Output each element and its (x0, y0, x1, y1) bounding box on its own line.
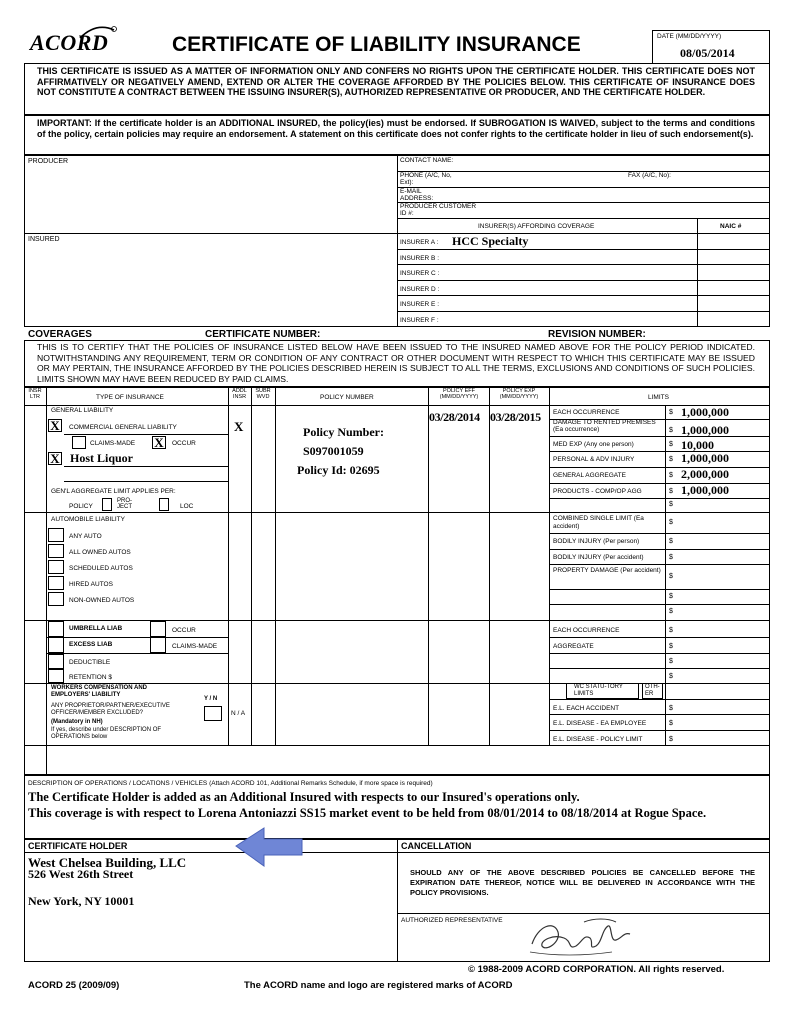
email-label: E-MAIL ADDRESS: (400, 188, 434, 202)
currency-symbol: $ (669, 554, 673, 561)
limit-general-aggregate-value: 2,000,000 (681, 467, 729, 481)
na-label: N / A (231, 710, 246, 717)
non-owned-autos-label: NON-OWNED AUTOS (69, 597, 135, 604)
scheduled-autos-label: SCHEDULED AUTOS (69, 565, 133, 572)
policy-checkbox[interactable] (102, 498, 112, 511)
contact-name-label: CONTACT NAME: (400, 157, 454, 164)
signature-image (524, 912, 636, 965)
all-owned-autos-label: ALL OWNED AUTOS (69, 549, 131, 556)
coverages-title: COVERAGES (28, 329, 92, 340)
policy-id-value: Policy Id: 02695 (297, 463, 380, 477)
limit-bodily-injury-person-label: BODILY INJURY (Per person) (553, 538, 640, 545)
gl-addl-insr-mark: X (234, 419, 244, 434)
limit-each-occurrence-label: EACH OCCURRENCE (553, 409, 620, 416)
cancellation-text: SHOULD ANY OF THE ABOVE DESCRIBED POLICIES BE CANCELLED BEFORE THE EXPIRATION DATE THEREOF, NOTICE WILL BE DELIVERED IN ACCORDANCE WITH THE POLICY PROVISIONS. (410, 868, 755, 897)
currency-symbol: $ (669, 593, 673, 600)
any-auto-label: ANY AUTO (69, 533, 102, 540)
currency-symbol: $ (669, 673, 673, 680)
excess-checkbox[interactable] (48, 637, 64, 653)
commercial-gl-label: COMMERCIAL GENERAL LIABILITY (69, 424, 177, 431)
limit-damage-rented-label: DAMAGE TO RENTED PREMISES (Ea occurrence) (553, 419, 656, 433)
acord-logo-swoosh-icon (78, 24, 118, 47)
limit-combined-single-label: COMBINED SINGLE LIMIT (Ea accident) (553, 515, 644, 530)
customer-id-label: PRODUCER CUSTOMER ID #: (400, 203, 477, 217)
insurers-header: INSURER(S) AFFORDING COVERAGE (478, 223, 595, 230)
commercial-gl-checkbox[interactable]: X (48, 419, 62, 432)
important-text: IMPORTANT: If the certificate holder is an ADDITIONAL INSURED, the policy(ies) must be endorsed. If SUBROGATION IS WAIVED, subject to the terms and conditions of the policy, certain policies may require an endorsement. A statement on this certificate does not confer rights to the certificate holder in lieu of such endorsement(s). (37, 118, 755, 139)
limit-med-exp-value: 10,000 (681, 438, 714, 452)
gl-eff-date: 03/28/2014 (429, 410, 480, 424)
currency-symbol: $ (669, 519, 673, 526)
retention-checkbox[interactable] (48, 669, 64, 683)
umbrella-each-occurrence-label: EACH OCCURRENCE (553, 627, 620, 634)
any-auto-checkbox[interactable] (48, 528, 64, 542)
limit-products-label: PRODUCTS - COMP/OP AGG (553, 488, 642, 495)
deductible-label: DEDUCTIBLE (69, 659, 111, 666)
insurer-d-label: INSURER D : (400, 286, 440, 293)
limit-personal-adv-value: 1,000,000 (681, 451, 729, 465)
certificate-holder-label: CERTIFICATE HOLDER (28, 841, 128, 851)
policy-label: POLICY (69, 503, 93, 510)
holder-street: 526 West 26th Street (28, 867, 134, 881)
policy-number-value: S097001059 (303, 444, 364, 458)
currency-symbol: $ (669, 705, 673, 712)
limit-property-damage-label: PROPERTY DAMAGE (Per accident) (553, 567, 661, 574)
col-policy-exp: POLICY EXP (MM/DD/YYYY) (499, 388, 539, 400)
mandatory-nh-label: (Mandatory in NH) (51, 719, 103, 725)
all-owned-autos-checkbox[interactable] (48, 544, 64, 558)
currency-symbol: $ (669, 456, 673, 463)
proprietor-excluded-checkbox[interactable] (204, 706, 222, 721)
cancellation-label: CANCELLATION (401, 841, 472, 851)
phone-label: PHONE (A/C, No, Ext): (400, 172, 452, 186)
host-liquor-label: Host Liquor (70, 451, 134, 465)
description-line1: The Certificate Holder is added as an Additional Insured with respects to our Insured's operations only. (28, 790, 580, 804)
limit-med-exp-label: MED EXP (Any one person) (553, 441, 634, 448)
occur-label: OCCUR (172, 440, 196, 447)
excess-liab-label: EXCESS LIAB (69, 641, 113, 648)
umbrella-claims-made-checkbox[interactable] (150, 637, 166, 653)
hired-autos-label: HIRED AUTOS (69, 581, 113, 588)
el-disease-policy-label: E.L. DISEASE - POLICY LIMIT (553, 736, 643, 743)
limit-products-value: 1,000,000 (681, 483, 729, 497)
deductible-checkbox[interactable] (48, 654, 64, 669)
col-addl-insr: ADDL INSR (232, 388, 247, 400)
revision-number-label: REVISION NUMBER: (548, 329, 646, 340)
limit-personal-adv-label: PERSONAL & ADV INJURY (553, 456, 635, 463)
trademark-text: The ACORD name and logo are registered marks of ACORD (244, 980, 513, 991)
description-label: DESCRIPTION OF OPERATIONS / LOCATIONS / VEHICLES (Attach ACORD 101, Additional Remarks Schedule, if more space is required) (28, 780, 433, 787)
hired-autos-checkbox[interactable] (48, 576, 64, 590)
yn-label: Y / N (204, 696, 218, 702)
disclaimer-text: THIS CERTIFICATE IS ISSUED AS A MATTER OF INFORMATION ONLY AND CONFERS NO RIGHTS UPON THE CERTIFICATE HOLDER. THIS CERTIFICATE DOES NOT AFFIRMATIVELY OR NEGATIVELY AMEND, EXTEND OR ALTER THE COVERAGE AFFORDED BY THE POLICIES BELOW. THIS CERTIFICATE OF INSURANCE DOES NOT CONSTITUTE A CONTRACT BETWEEN THE ISSUING INSURER(S), AUTHORIZED REPRESENTATIVE OR PRODUCER, AND THE CERTIFICATE HOLDER. (37, 66, 755, 98)
date-value: 08/05/2014 (680, 46, 735, 60)
auto-liability-title: AUTOMOBILE LIABILITY (51, 516, 125, 523)
policy-number-label: Policy Number: (303, 425, 384, 439)
general-liability-title: GENERAL LIABILITY (51, 407, 114, 414)
project-checkbox[interactable] (159, 498, 169, 511)
umbrella-occur-label: OCCUR (172, 627, 196, 634)
currency-symbol: $ (669, 643, 673, 650)
col-policy-eff: POLICY EFF (MM/DD/YYYY) (439, 388, 479, 400)
col-policy-number: POLICY NUMBER (320, 394, 374, 401)
non-owned-autos-checkbox[interactable] (48, 592, 64, 606)
currency-symbol: $ (669, 441, 673, 448)
insurer-e-label: INSURER E : (400, 301, 440, 308)
coverage-table (24, 387, 770, 775)
claims-made-checkbox[interactable] (72, 436, 86, 449)
acord-logo: ACORD (30, 30, 109, 55)
wc-statutory-label: WC STATU-TORY LIMITS (574, 684, 623, 697)
col-limits: LIMITS (648, 394, 669, 401)
authorized-rep-label: AUTHORIZED REPRESENTATIVE (401, 917, 503, 924)
col-insr-ltr: INSR LTR (28, 388, 42, 400)
describe-label: If yes, describe under DESCRIPTION OF OPERATIONS below (51, 727, 162, 740)
retention-label: RETENTION $ (69, 674, 112, 681)
limit-general-aggregate-label: GENERAL AGGREGATE (553, 472, 626, 479)
naic-header: NAIC # (720, 223, 742, 230)
umbrella-occur-checkbox[interactable] (150, 621, 166, 637)
currency-symbol: $ (669, 472, 673, 479)
umbrella-claims-made-label: CLAIMS-MADE (172, 643, 218, 650)
occur-checkbox[interactable]: X (152, 436, 166, 449)
currency-symbol: $ (669, 736, 673, 743)
limit-bodily-injury-accident-label: BODILY INJURY (Per accident) (553, 554, 644, 561)
col-type-of-insurance: TYPE OF INSURANCE (96, 394, 164, 401)
form-number: ACORD 25 (2009/09) (28, 980, 120, 991)
coverages-statement: THIS IS TO CERTIFY THAT THE POLICIES OF INSURANCE LISTED BELOW HAVE BEEN ISSUED TO THE INSURED NAMED ABOVE FOR THE POLICY PERIOD INDICATED. NOTWITHSTANDING ANY REQUIREMENT, TERM OR CONDITION OF ANY CONTRACT OR OTHER DOCUMENT WITH RESPECT TO WHICH THIS CERTIFICATE MAY BE ISSUED OR MAY PERTAIN, THE INSURANCE AFFORDED BY THE POLICIES DESCRIBED HEREIN IS SUBJECT TO ALL THE TERMS, EXCLUSIONS AND CONDITIONS OF SUCH POLICIES. LIMITS SHOWN MAY HAVE BEEN REDUCED BY PAID CLAIMS. (37, 342, 755, 384)
claims-made-label: CLAIMS-MADE (90, 440, 136, 447)
insured-label: INSURED (28, 236, 60, 243)
umbrella-aggregate-label: AGGREGATE (553, 643, 594, 650)
insurer-a-label: INSURER A : (400, 239, 439, 246)
currency-symbol: $ (669, 720, 673, 727)
producer-label: PRODUCER (28, 158, 69, 165)
holder-city: New York, NY 10001 (28, 894, 135, 908)
currency-symbol: $ (669, 608, 673, 615)
host-liquor-checkbox[interactable]: X (48, 452, 62, 465)
other-label: OTH-ER (645, 684, 660, 697)
holder-name: West Chelsea Building, LLC (28, 855, 187, 870)
project-label: PRO-JECT (117, 498, 132, 510)
date-label: DATE (MM/DD/YYYY) (657, 33, 722, 40)
currency-symbol: $ (669, 427, 673, 434)
certificate-number-label: CERTIFICATE NUMBER: (205, 329, 321, 340)
currency-symbol: $ (669, 573, 673, 580)
insurer-a-value: HCC Specialty (452, 234, 529, 248)
currency-symbol: $ (669, 538, 673, 545)
limit-damage-rented-value: 1,000,000 (681, 423, 729, 437)
insurer-c-label: INSURER C : (400, 270, 440, 277)
scheduled-autos-checkbox[interactable] (48, 560, 64, 574)
copyright-text: © 1988-2009 ACORD CORPORATION. All rights reserved. (468, 964, 725, 975)
loc-label: LOC (180, 503, 194, 510)
insurer-f-label: INSURER F : (400, 317, 439, 324)
col-subr-wvd: SUBR WVD (255, 388, 271, 400)
umbrella-checkbox[interactable] (48, 621, 64, 637)
el-disease-employee-label: E.L. DISEASE - EA EMPLOYEE (553, 720, 647, 727)
currency-symbol: $ (669, 658, 673, 665)
umbrella-liab-label: UMBRELLA LIAB (69, 625, 123, 632)
limit-each-occurrence-value: 1,000,000 (681, 405, 729, 419)
proprietor-question: ANY PROPRIETOR/PARTNER/EXECUTIVE OFFICER/MEMBER EXCLUDED? (51, 703, 170, 716)
fax-label: FAX (A/C, No): (628, 172, 671, 179)
document-title: CERTIFICATE OF LIABILITY INSURANCE (172, 33, 581, 56)
currency-symbol: $ (669, 409, 673, 416)
description-line2: This coverage is with respect to Lorena Antoniazzi SS15 market event to be held from 08/01/2014 to 08/18/2014 at Rogue Space. (28, 806, 707, 820)
insurer-b-label: INSURER B : (400, 255, 440, 262)
currency-symbol: $ (669, 488, 673, 495)
currency-symbol: $ (669, 501, 673, 508)
el-each-accident-label: E.L. EACH ACCIDENT (553, 705, 620, 712)
workers-comp-title: WORKERS COMPENSATION AND EMPLOYERS' LIABILITY (51, 685, 147, 698)
pointer-arrow-icon (234, 826, 306, 877)
currency-symbol: $ (669, 627, 673, 634)
aggregate-applies-label: GEN'L AGGREGATE LIMIT APPLIES PER: (51, 488, 176, 495)
gl-exp-date: 03/28/2015 (490, 410, 541, 424)
